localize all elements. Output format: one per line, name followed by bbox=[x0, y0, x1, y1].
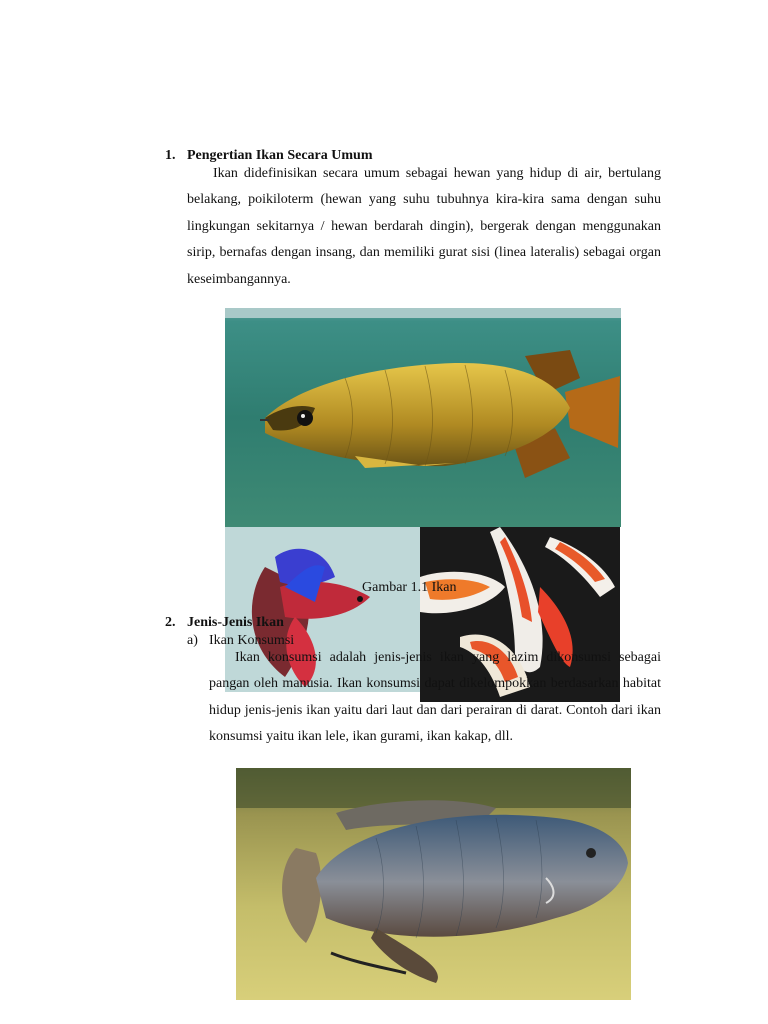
figure-1-caption: Gambar 1.1 Ikan bbox=[362, 580, 457, 595]
section-1-paragraph bbox=[187, 161, 661, 293]
subsection-a-text: Ikan konsumsi adalah jenis-jenis ikan yang lazim dikonsumsi sebagai pangan oleh manusia. Ikan konsumsi dapat dikelompokkan berdasarkan habitat hidup jenis-jenis ikan yaitu dari laut dan dari perairan di darat. Contoh dari ikan konsumsi yaitu ikan lele, ikan gurami, ikan kakap, dll. bbox=[209, 650, 661, 745]
section-1-title: Pengertian Ikan Secara Umum bbox=[187, 148, 373, 163]
section-2-title: Jenis-Jenis Ikan bbox=[187, 615, 284, 630]
gourami-photo bbox=[236, 768, 631, 1000]
subsection-a-title: Ikan Konsumsi bbox=[209, 633, 295, 648]
section-2-heading bbox=[165, 614, 284, 632]
subsection-a-label: a) bbox=[187, 633, 198, 648]
section-1-text: Ikan didefinisikan secara umum sebagai hewan yang hidup di air, bertulang belakang, poikiloterm (hewan yang suhu tubuhnya kira-kira sama dengan suhu lingkungan sekitarnya / hewan berdarah dingin), bergerak dengan menggunakan sirip, bernafas dengan insang, dan memiliki gurat sisi (linea lateralis) sebagai organ keseimbangannya. bbox=[187, 166, 661, 287]
arowana-photo bbox=[225, 308, 621, 527]
section-2-number: 2. bbox=[165, 615, 176, 630]
subsection-a-paragraph bbox=[209, 645, 661, 751]
section-1-number: 1. bbox=[165, 148, 176, 163]
